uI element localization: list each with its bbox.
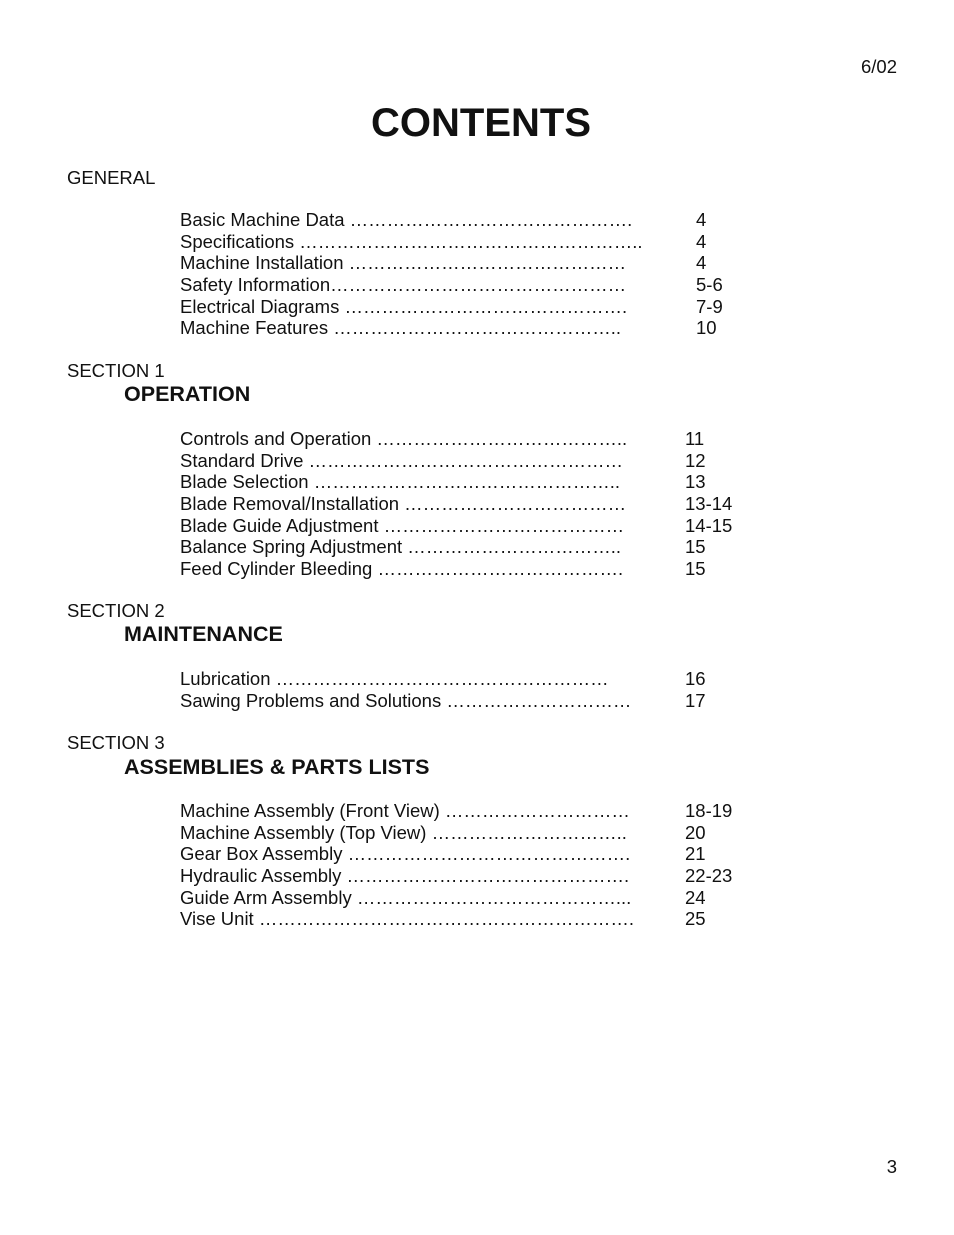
section-1-entries [180,428,760,579]
entry-title: Hydraulic Assembly [180,865,342,887]
entry-title: Standard Drive [180,449,304,471]
entry-title: Electrical Diagrams [180,295,340,317]
entry-title: Blade Selection [180,471,309,493]
dot-leader: ………………………………………. [339,295,628,317]
dot-leader: …………………………………………… [303,449,624,471]
toc-entry [180,887,760,909]
entry-page: 16 [685,668,706,690]
toc-entry [180,515,760,537]
dot-leader: ………………………………….. [371,428,628,450]
entry-title: Gear Box Assembly [180,843,343,865]
section-1-label: SECTION 1 [67,360,165,382]
toc-entry [180,843,760,865]
entry-page: 4 [696,230,707,252]
toc-entry [180,822,760,844]
dot-leader: ……………………………………... [351,886,632,908]
dot-leader: ……………………………… [399,493,627,515]
entry-page: 15 [685,536,706,558]
toc-entry [180,209,760,231]
entry-page: 7-9 [696,295,723,317]
dot-leader: …………………………….. [402,536,622,558]
entry-title: Machine Features [180,317,329,339]
entry-page: 13-14 [685,493,733,515]
toc-entry [180,558,760,580]
general-label: GENERAL [67,167,156,188]
toc-entry [180,274,760,296]
entry-title: Machine Installation [180,252,344,274]
toc-entry [180,252,760,274]
toc-entry [180,317,760,339]
entry-page: 14-15 [685,514,733,536]
entry-page: 13 [685,471,706,493]
entry-page: 17 [685,689,706,711]
toc-entry [180,690,760,712]
entry-page: 11 [685,428,705,450]
entry-title: Machine Assembly (Top View) [180,821,427,843]
entry-page: 4 [696,252,707,274]
dot-leader: ………………………………………. [341,865,630,887]
entry-title: Specifications [180,230,295,252]
entry-title: Blade Removal/Installation [180,493,400,515]
dot-leader: ………………………………… [378,514,625,536]
toc-entry [180,471,760,493]
page-number: 3 [886,1156,897,1177]
entry-page: 22-23 [685,865,733,887]
section-3-label: SECTION 3 [67,732,165,754]
toc-entry [180,493,760,515]
entry-title: Sawing Problems and Solutions [180,689,442,711]
dot-leader: ………………………………………. [344,209,633,231]
toc-entry [180,231,760,253]
entry-page: 25 [685,908,706,930]
dot-leader: ……………………………………………………. [253,908,634,930]
toc-entry [180,450,760,472]
entry-page: 24 [685,886,706,908]
toc-entry [180,428,760,450]
entry-page: 4 [696,209,707,231]
entry-title: Basic Machine Data [180,209,345,231]
dot-leader: ………………………………………… [330,274,627,296]
entry-title: Vise Unit [180,908,254,930]
dot-leader: ……………………………………………….. [294,230,643,252]
dot-leader: ……………………………………………… [270,668,609,690]
entry-title: Machine Assembly (Front View) [180,800,440,822]
toc-entry [180,908,760,930]
section-1-heading: OPERATION [124,382,251,407]
entry-page: 15 [685,557,706,579]
dot-leader: ………………………………………. [342,843,631,865]
page-title: CONTENTS [371,101,591,145]
entry-page: 12 [685,449,706,471]
entry-page: 10 [696,317,717,339]
entry-title: Safety Information [180,274,331,296]
entry-page: 20 [685,821,706,843]
entry-page: 5-6 [696,274,723,296]
toc-entry [180,668,760,690]
entry-title: Blade Guide Adjustment [180,514,379,536]
entry-page: 18-19 [685,800,733,822]
toc-entry [180,800,760,822]
general-entries [180,209,760,339]
dot-leader: ………………………………………….. [308,471,620,493]
dot-leader: ……………………………………… [343,252,627,274]
dot-leader: ………………………… [441,689,632,711]
toc-entry [180,865,760,887]
entry-title: Lubrication [180,668,271,690]
entry-page: 21 [685,843,706,865]
section-2-label: SECTION 2 [67,600,165,622]
entry-title: Balance Spring Adjustment [180,536,403,558]
entry-title: Feed Cylinder Bleeding [180,557,373,579]
section-3-heading: ASSEMBLIES & PARTS LISTS [124,755,430,780]
dot-leader: ……………………………………….. [328,317,621,339]
entry-title: Controls and Operation [180,428,372,450]
dot-leader: ………………………….. [426,821,627,843]
revision-date: 6/02 [860,56,897,77]
entry-title: Guide Arm Assembly [180,886,352,908]
section-3-entries [180,800,760,930]
toc-entry [180,536,760,558]
dot-leader: ………………………… [439,800,630,822]
toc-entry [180,296,760,318]
dot-leader: …………………………………. [372,557,624,579]
section-2-heading: MAINTENANCE [124,622,283,647]
section-2-entries [180,668,760,711]
